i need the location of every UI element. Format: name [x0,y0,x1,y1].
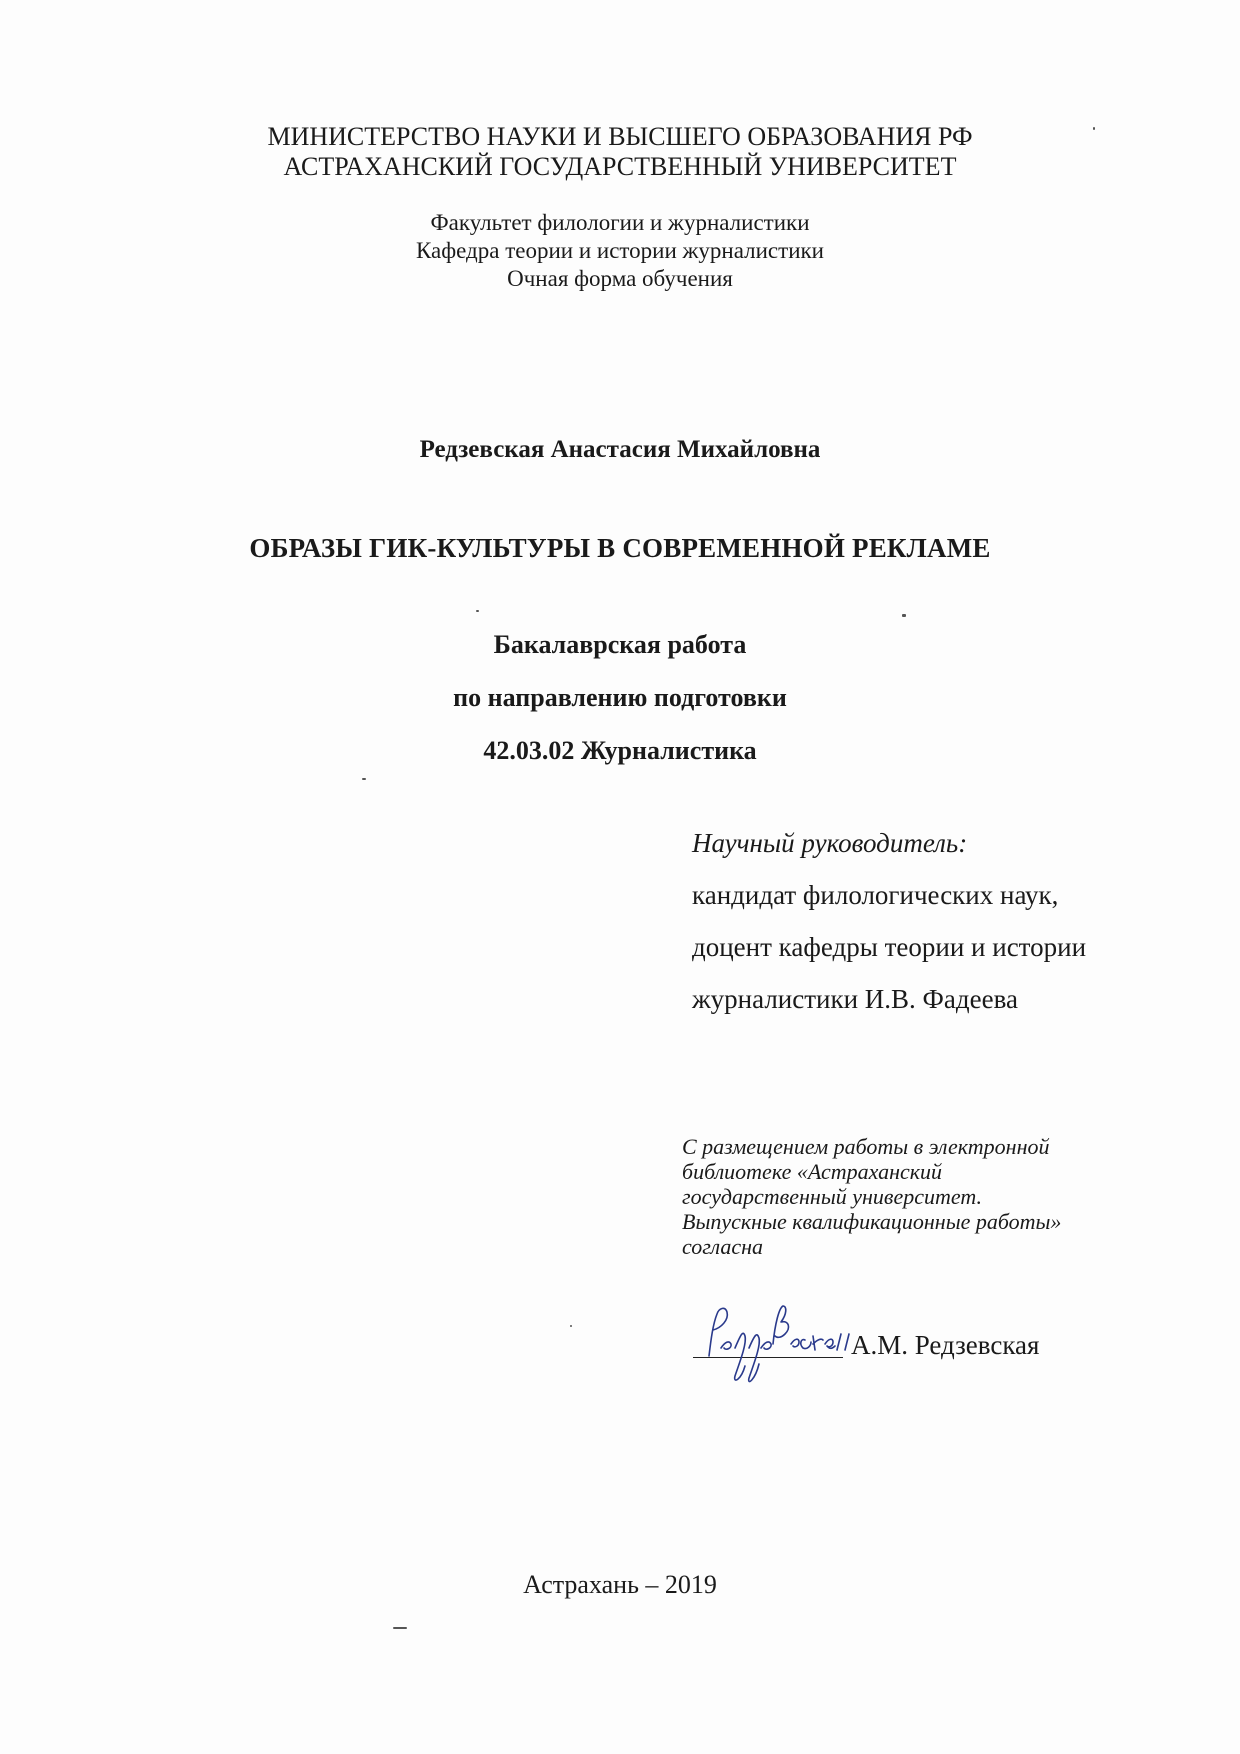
scan-speck [393,1627,407,1629]
supervisor-line-3: журналистики И.В. Фадеева [692,984,1018,1014]
consent-line-5: согласна [682,1234,764,1259]
scan-speck [362,778,366,780]
work-program: 42.03.02 Журналистика [483,736,757,765]
work-type: Бакалаврская работа [493,630,747,659]
consent-line-1: С размещением работы в электронной [682,1134,1050,1159]
handwritten-signature [695,1294,855,1389]
author-name: Редзевская Анастасия Михайловна [419,436,821,463]
faculty-line: Факультет филологии и журналистики [430,210,810,235]
consent-line-4: Выпускные квалификационные работы» [682,1209,1062,1234]
consent-line-2: библиотеке «Астраханский [682,1159,943,1184]
study-form-line: Очная форма обучения [507,266,733,291]
scan-speck [1093,127,1095,130]
consent-block [682,1134,1061,1259]
scan-speck [902,614,906,617]
signature-name: А.М. Редзевская [851,1330,1040,1360]
ministry-line: МИНИСТЕРСТВО НАУКИ И ВЫСШЕГО ОБРАЗОВАНИЯ РФ [267,122,973,151]
supervisor-label: Научный руководитель: [692,828,968,858]
scan-speck [570,1325,572,1327]
supervisor-line-2: доцент кафедры теории и истории [692,932,1087,962]
scan-speck [476,610,479,612]
department-line: Кафедра теории и истории журналистики [416,238,824,263]
consent-line-3: государственный университет. [682,1184,982,1209]
university-line: АСТРАХАНСКИЙ ГОСУДАРСТВЕННЫЙ УНИВЕРСИТЕТ [283,152,957,181]
supervisor-block [692,828,1086,1036]
thesis-title: ОБРАЗЫ ГИК-КУЛЬТУРЫ В СОВРЕМЕННОЙ РЕКЛАМЕ [249,533,991,563]
work-direction: по направлению подготовки [453,683,787,712]
supervisor-line-1: кандидат филологических наук, [692,880,1059,910]
city-year: Астрахань – 2019 [523,1570,717,1599]
